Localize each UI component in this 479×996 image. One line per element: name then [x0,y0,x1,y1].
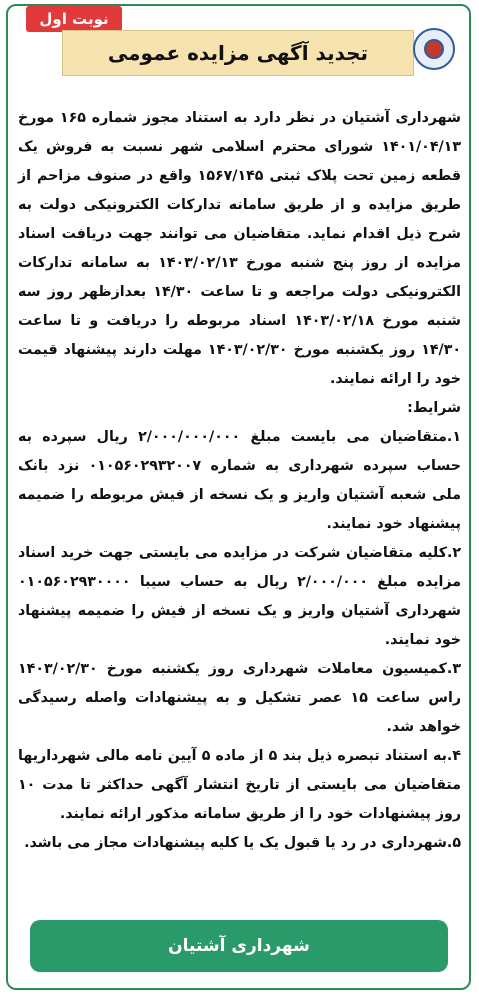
condition-item: ۱.متقاضیان می بایست مبلغ ۲/۰۰۰/۰۰۰/۰۰۰ ریال سپرده به حساب سپرده شهرداری به شماره ۰۱۰۵۶۰۲۹۳۲۰۰۷ نزد بانک ملی شعبه آشتیان واریز و یک نسخه از فیش مربوطه را ضمیمه پیشنهاد خود نمایند. [18,429,461,532]
conditions-heading: شرایط: [407,400,461,416]
condition-item: ۲.کلیه متقاضیان شرکت در مزایده می بایستی جهت خرید اسناد مزایده مبلغ ۲/۰۰۰/۰۰۰ ریال به حساب سیبا ۰۱۰۵۶۰۲۹۳۰۰۰۰ شهرداری آشتیان واریز و یک نسخه از فیش را ضمیمه پیشنهاد خود نمایند. [18,545,461,648]
condition-item: ۳.کمیسیون معاملات شهرداری روز یکشنبه مورخ ۱۴۰۳/۰۲/۳۰ راس ساعت ۱۵ عصر تشکیل و به پیشنهادات واصله رسیدگی خواهد شد. [18,661,461,735]
notice-body [18,104,461,858]
municipality-emblem-icon [413,28,455,70]
notice-title: تجدید آگهی مزایده عمومی [62,30,414,76]
footer-signature: شهرداری آشتیان [30,920,448,972]
condition-item: ۵.شهرداری در رد یا قبول یک یا کلیه پیشنهادات مجاز می باشد. [24,835,461,851]
edition-badge: نوبت اول [26,6,122,32]
intro-paragraph: شهرداری آشتیان در نظر دارد به استناد مجوز شماره ۱۶۵ مورخ ۱۴۰۱/۰۴/۱۳ شورای محترم اسلامی شهر نسبت به فروش یک قطعه زمین تحت پلاک ثبتی ۱۵۶۷/۱۴۵ واقع در صنوف مزاحم از طریق مزایده و از طریق سامانه تدارکات الکترونیکی دولت به شرح ذیل اقدام نماید. متقاضیان می توانند جهت دریافت اسناد مزایده از روز پنج شنبه مورخ ۱۴۰۳/۰۲/۱۳ به سامانه تدارکات الکترونیکی دولت مراجعه و تا ساعت ۱۴/۳۰ بعدازظهر روز سه شنبه مورخ ۱۴۰۳/۰۲/۱۸ اسناد مربوطه را دریافت و تا ساعت ۱۴/۳۰ روز یکشنبه مورخ ۱۴۰۳/۰۲/۳۰ مهلت دارند پیشنهاد قیمت خود را ارائه نمایند. [18,110,462,387]
condition-item: ۴.به استناد تبصره ذیل بند ۵ از ماده ۵ آیین نامه مالی شهرداریها متقاضیان می بایستی از تاریخ انتشار آگهی حداکثر تا مدت ۱۰ روز پیشنهادات خود را از طریق سامانه مذکور ارائه نمایند. [18,748,461,822]
